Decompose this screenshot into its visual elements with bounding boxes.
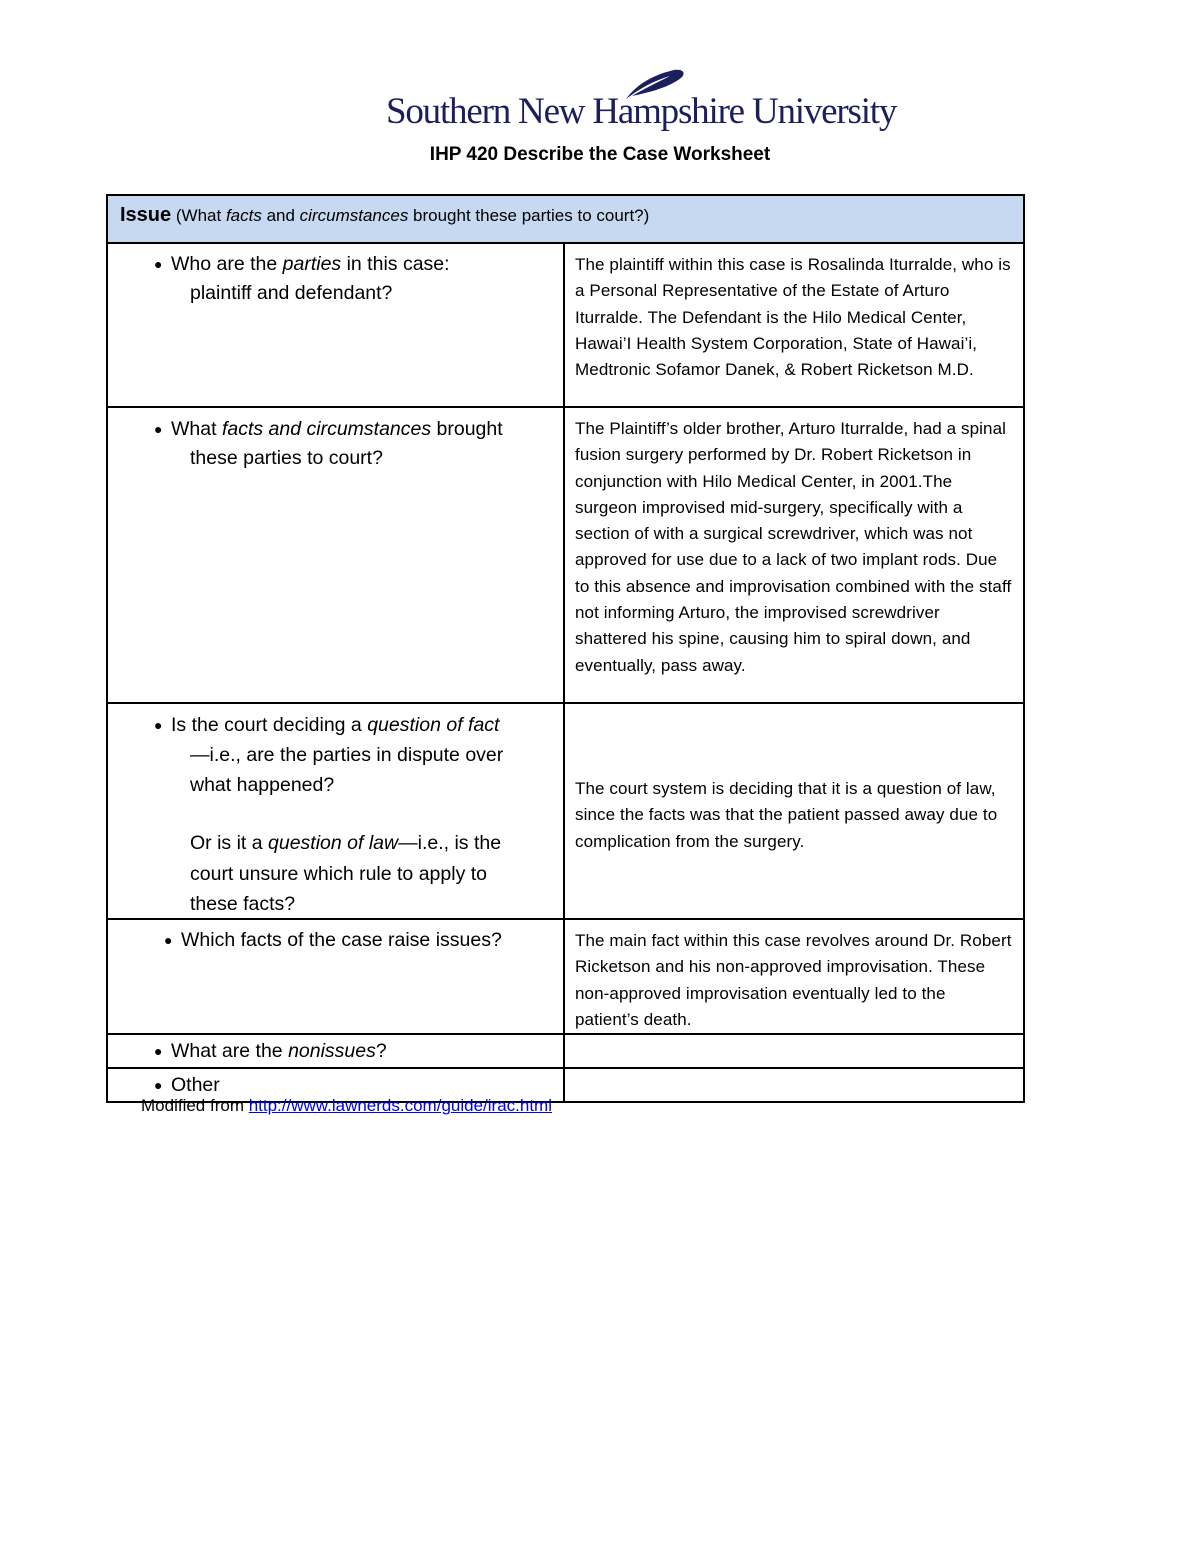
question-text: Other <box>171 1074 220 1097</box>
question-text: these facts? <box>190 893 296 915</box>
answer-cell <box>564 1068 1024 1102</box>
question-text: plaintiff and defendant? <box>190 282 393 304</box>
answer-cell: The plaintiff within this case is Rosalinda Iturralde, who is a Personal Representative of the Estate of Arturo Iturralde. The Defendant is the Hilo Medical Center, Hawai’I Health System Corporation, State of Hawai’i, Medtronic Sofamor Danek, & Robert Ricketson M.D. <box>564 243 1024 407</box>
table-row <box>107 1034 1024 1068</box>
question-text: What facts and circumstances brought <box>171 418 503 440</box>
question-cell <box>107 243 564 407</box>
table-row <box>107 407 1024 703</box>
answer-cell <box>564 1034 1024 1068</box>
question-text: Is the court deciding a question of fact <box>171 714 500 736</box>
question-text: Who are the parties in this case: <box>171 253 450 275</box>
case-worksheet-table <box>106 194 1025 1103</box>
answer-cell: The main fact within this case revolves around Dr. Robert Ricketson and his non-approved improvisation. These non-approved improvisation eventually led to the patient’s death. <box>564 919 1024 1034</box>
question-cell <box>107 703 564 919</box>
question-text: What are the nonissues? <box>171 1040 387 1063</box>
footer-prefix: Modified from <box>141 1096 249 1115</box>
answer-cell: The Plaintiff’s older brother, Arturo Iturralde, had a spinal fusion surgery performed by Dr. Robert Ricketson in conjunction with Hilo Medical Center, in 2001.The surgeon improvised mid-surgery, specifically with a section of with a surgical screwdriver, which was not approved for use due to a lack of two implant rods. Due to this absence and improvisation combined with the staff not informing Arturo, the improvised screwdriver shattered his spine, causing him to spiral down, and eventually, pass away. <box>564 407 1024 703</box>
source-footer <box>141 1096 552 1116</box>
bullet-icon: ● <box>154 717 163 733</box>
bullet-icon: ● <box>154 1043 163 1060</box>
table-row <box>107 243 1024 407</box>
question-cell <box>107 919 564 1034</box>
answer-cell: The court system is deciding that it is a question of law, since the facts was that the patient passed away due to complication from the surgery. <box>564 703 1024 919</box>
question-text: what happened? <box>190 774 335 796</box>
issue-header-cell <box>107 195 1024 243</box>
bullet-icon: ● <box>154 256 163 272</box>
bullet-icon: ● <box>154 1077 163 1094</box>
question-text: Which facts of the case raise issues? <box>181 929 502 951</box>
question-text: —i.e., are the parties in dispute over <box>190 744 504 766</box>
source-link[interactable]: http://www.lawnerds.com/guide/irac.html <box>248 1096 552 1115</box>
question-cell <box>107 407 564 703</box>
logo-wordmark: Southern New Hampshire University <box>386 91 897 132</box>
issue-label: Issue <box>120 204 172 226</box>
question-text: Or is it a question of law—i.e., is the <box>190 832 502 854</box>
bullet-icon: ● <box>154 421 163 437</box>
bullet-icon: ● <box>164 932 173 948</box>
table-row <box>107 703 1024 919</box>
table-row <box>107 919 1024 1034</box>
issue-header-row <box>107 195 1024 243</box>
university-logo <box>386 68 897 138</box>
question-text: court unsure which rule to apply to <box>190 863 487 885</box>
question-text: these parties to court? <box>190 447 383 469</box>
question-cell <box>107 1034 564 1068</box>
issue-note: (What facts and circumstances brought these parties to court?) <box>175 206 650 225</box>
page-title: IHP 420 Describe the Case Worksheet <box>429 144 771 165</box>
